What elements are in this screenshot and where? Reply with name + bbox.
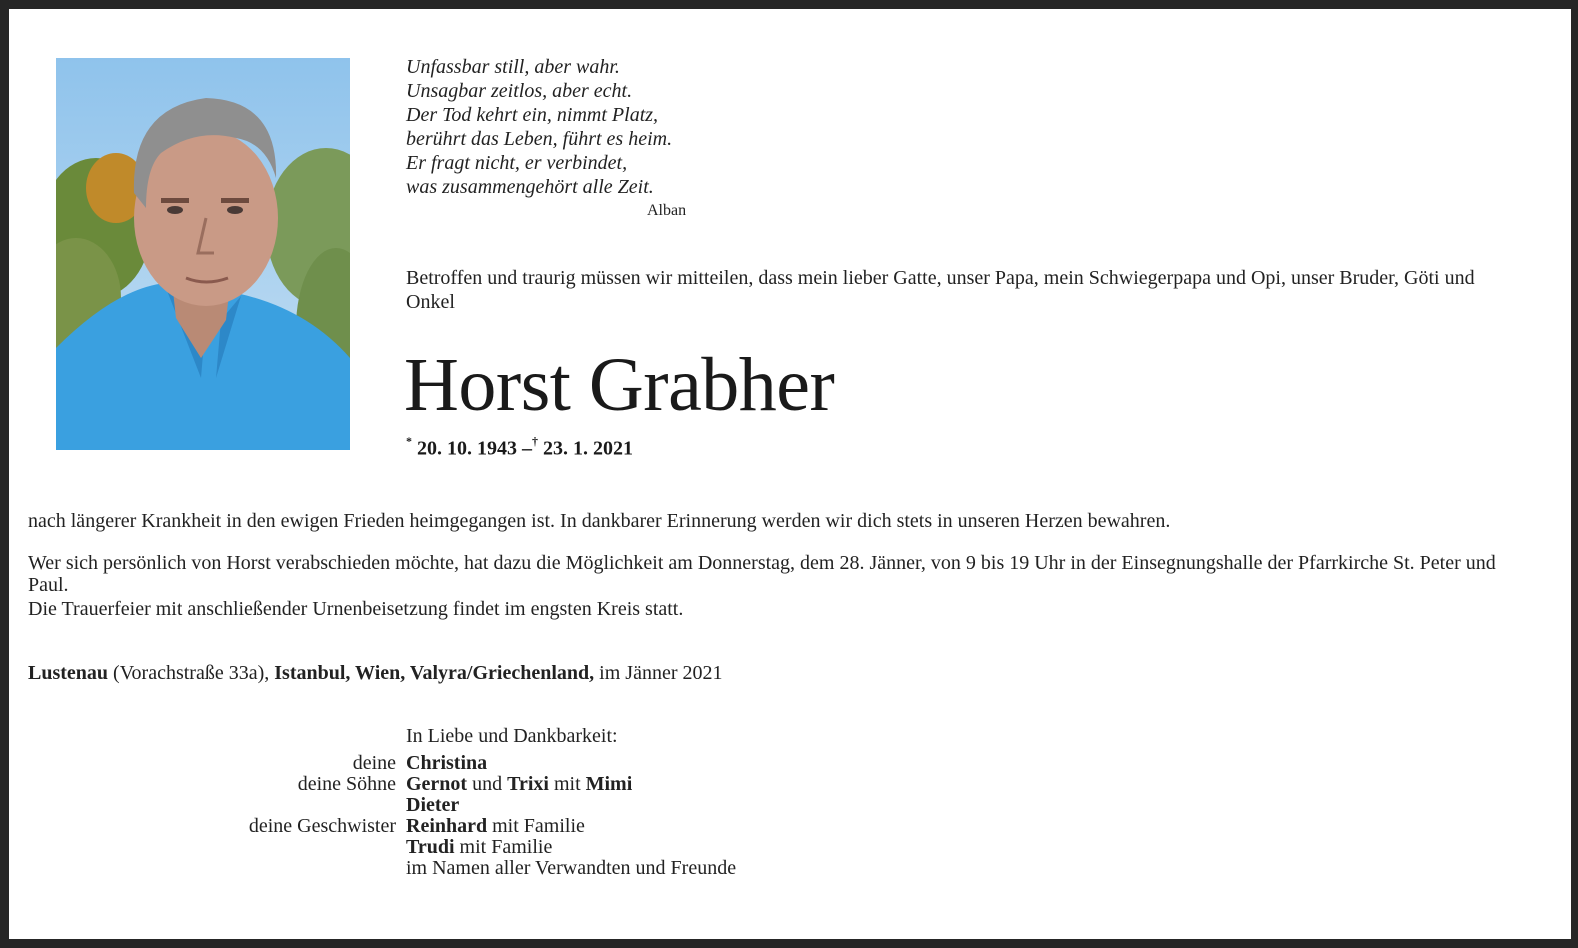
- intro-text: Betroffen und traurig müssen wir mitteilen, dass mein lieber Gatte, unser Papa, mein Schwiegerpapa und Opi, unser Bruder, Göti und Onkel: [406, 267, 1475, 313]
- sibling-suffix: mit Familie: [492, 815, 585, 837]
- signature-names: [406, 794, 459, 816]
- place-cities: Istanbul, Wien, Valyra/Griechenland,: [274, 662, 595, 684]
- name-wife: Christina: [406, 752, 488, 774]
- body-paragraph-1: nach längerer Krankheit in den ewigen Frieden heimgegangen ist. In dankbarer Erinnerung werden wir dich stets in unseren Herzen bewahren.: [28, 510, 1171, 532]
- name-sibling1: Reinhard: [406, 815, 488, 837]
- poem-line: Unsagbar zeitlos, aber echt.: [406, 80, 633, 102]
- signature-row: [0, 815, 1000, 837]
- poem-line: Unfassbar still, aber wahr.: [406, 56, 620, 78]
- poem-line: Der Tod kehrt ein, nimmt Platz,: [406, 104, 659, 126]
- name-son1: Gernot: [406, 773, 468, 795]
- portrait-illustration: [56, 58, 350, 450]
- name-grandchild: Mimi: [585, 773, 633, 795]
- signature-row: [0, 773, 1000, 795]
- signature-closing: im Namen aller Verwandten und Freunde: [406, 857, 737, 879]
- name-partner1: Trixi: [507, 773, 549, 795]
- signature-names: [406, 752, 487, 774]
- signature-label: deine Geschwister: [248, 815, 396, 837]
- signature-heading: In Liebe und Dankbarkeit:: [406, 725, 618, 747]
- signature-row: [0, 836, 1000, 858]
- poem: [406, 55, 672, 199]
- death-symbol: †: [532, 434, 538, 448]
- signature-names: [406, 815, 585, 837]
- poem-author: Alban: [647, 202, 687, 219]
- poem-line: was zusammengehört alle Zeit.: [406, 176, 654, 198]
- poem-line: Er fragt nicht, er verbindet,: [406, 152, 628, 174]
- connector: mit: [553, 773, 581, 795]
- signature-label: deine Söhne: [297, 773, 396, 795]
- poem-line: berührt das Leben, führt es heim.: [406, 128, 673, 150]
- signature-row: [0, 857, 1000, 879]
- portrait-photo: [56, 58, 350, 450]
- life-dates: [406, 436, 633, 461]
- body-paragraph-2: Wer sich persönlich von Horst verabschieden möchte, hat dazu die Möglichkeit am Donnerstag, dem 28. Jänner, von 9 bis 19 Uhr in der Einsegnungshalle der Pfarrkirche St. Peter und Paul.: [28, 552, 1496, 596]
- body-paragraph-3: Die Trauerfeier mit anschließender Urnenbeisetzung findet im engsten Kreis statt.: [28, 598, 684, 620]
- signature-label: deine: [352, 752, 396, 774]
- signature-row: [0, 752, 1000, 774]
- death-date: 23. 1. 2021: [543, 437, 633, 460]
- place-town: Lustenau: [28, 662, 109, 684]
- sibling-suffix: mit Familie: [459, 836, 553, 858]
- signature-names: [406, 773, 632, 795]
- deceased-name: Horst Grabher: [404, 343, 835, 427]
- connector: und: [472, 773, 503, 795]
- date-separator: –: [522, 437, 532, 460]
- name-sibling2: Trudi: [406, 836, 455, 858]
- birth-symbol: *: [406, 434, 412, 448]
- name-son2: Dieter: [406, 794, 460, 816]
- place-address: (Vorachstraße 33a),: [113, 662, 270, 684]
- birth-date: 20. 10. 1943: [417, 437, 517, 460]
- places-line: [28, 662, 1538, 684]
- signature-names: [406, 836, 552, 858]
- signature-row: [0, 794, 1000, 816]
- place-date: im Jänner 2021: [599, 662, 723, 684]
